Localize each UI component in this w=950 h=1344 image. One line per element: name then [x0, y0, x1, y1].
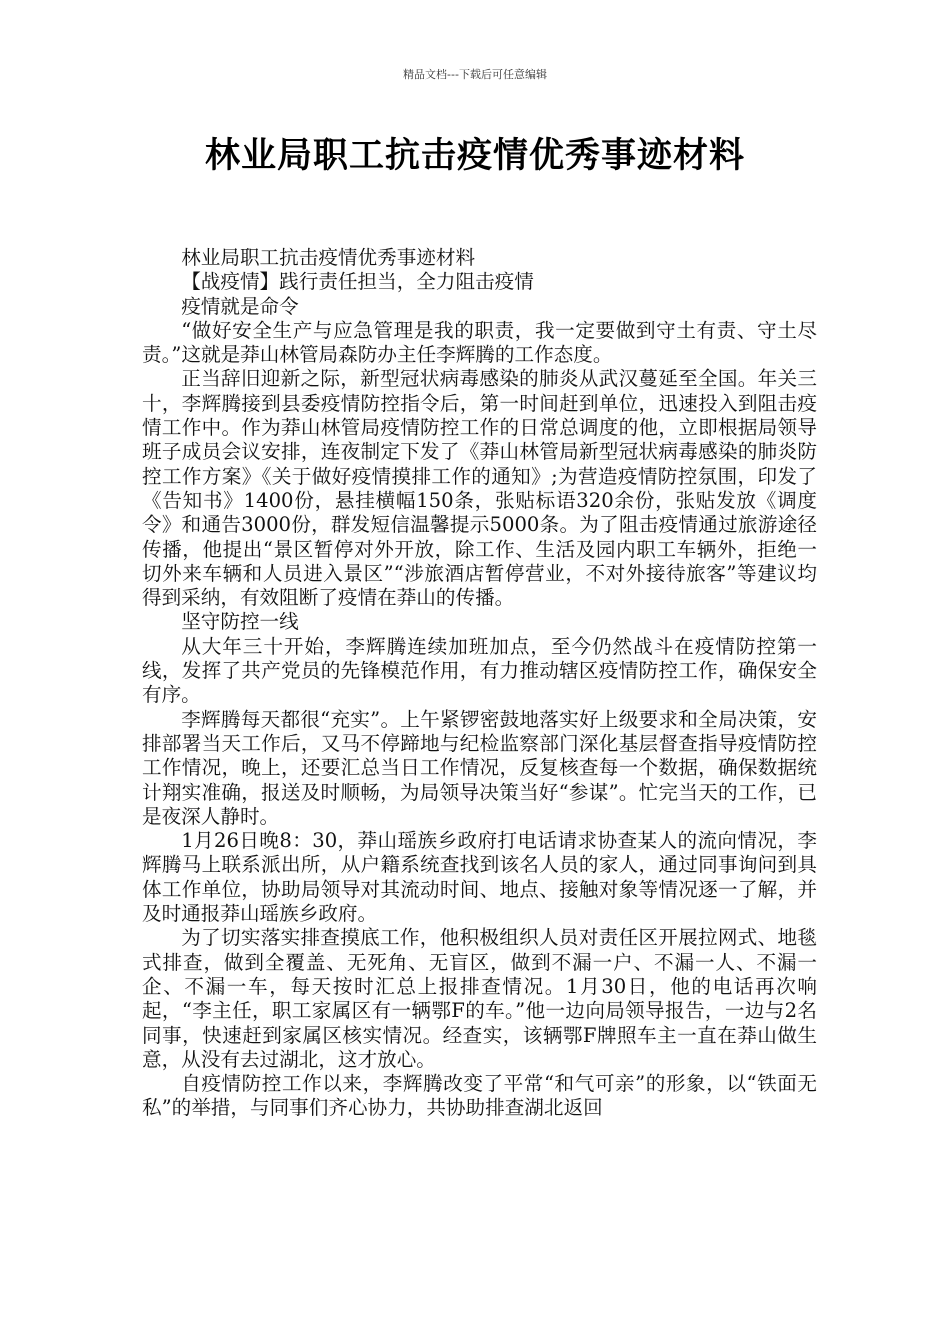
page-header: 精品文档---下载后可任意编辑 [403, 68, 547, 81]
section-heading: 坚守防控一线 [181, 610, 299, 634]
body-subheading: 【战疫情】践行责任担当，全力阻击疫情 [181, 270, 534, 294]
section-heading: 疫情就是命令 [181, 294, 299, 318]
body-paragraph: 从大年三十开始，李辉腾连续加班加点，至今仍然战斗在疫情防控第一线，发挥了共产党员的先锋模范作用，有力推动辖区疫情防控工作，确保安全有序。 [142, 634, 817, 707]
body-paragraph: 为了切实落实排查摸底工作，他积极组织人员对责任区开展拉网式、地毯式排查，做到全覆盖、无死角、无盲区，做到不漏一户、不漏一人、不漏一企、不漏一车，每天按时汇总上报排查情况。1月30日，他的电话再次响起，“李主任，职工家属区有一辆鄂F的车。”他一边向局领导报告，一边与2名同事，快速赶到家属区核实情况。经查实，该辆鄂F牌照车主一直在莽山做生意，从没有去过湖北，这才放心。 [142, 926, 817, 1071]
body-paragraph: 自疫情防控工作以来，李辉腾改变了平常“和气可亲”的形象，以“铁面无私”的举措，与同事们齐心协力，共协助排查湖北返回 [142, 1072, 817, 1120]
body-paragraph: 1月26日晚8：30，莽山瑶族乡政府打电话请求协查某人的流向情况，李辉腾马上联系派出所，从户籍系统查找到该名人员的家人，通过同事询问到具体工作单位，协助局领导对其流动时间、地点、接触对象等情况逐一了解，并及时通报莽山瑶族乡政府。 [142, 829, 817, 926]
body-paragraph: 李辉腾每天都很“充实”。上午紧锣密鼓地落实好上级要求和全局决策，安排部署当天工作后，又马不停蹄地与纪检监察部门深化基层督查指导疫情防控工作情况，晚上，还要汇总当日工作情况，反复核查每一个数据，确保数据统计翔实准确，报送及时顺畅，为局领导决策当好“参谋”。忙完当天的工作，已是夜深人静时。 [142, 707, 817, 828]
document-title: 林业局职工抗击疫情优秀事迹材料 [204, 136, 745, 176]
document-body [142, 246, 817, 1121]
body-paragraph: 正当辞旧迎新之际，新型冠状病毒感染的肺炎从武汉蔓延至全国。年关三十，李辉腾接到县委疫情防控指令后，第一时间赶到单位，迅速投入到阻击疫情工作中。作为莽山林管局疫情防控工作的日常总调度的他，立即根据局领导班子成员会议安排，连夜制定下发了《莽山林管局新型冠状病毒感染的肺炎防控工作方案》《关于做好疫情摸排工作的通知》;为营造疫情防控氛围，印发了《告知书》1400份，悬挂横幅150条，张贴标语320余份，张贴发放《调度令》和通告3000份，群发短信温馨提示5000条。为了阻击疫情通过旅游途径传播，他提出“景区暂停对外开放，除工作、生活及园内职工车辆外，拒绝一切外来车辆和人员进入景区”“涉旅酒店暂停营业，不对外接待旅客”等建议均得到采纳，有效阻断了疫情在莽山的传播。 [142, 367, 817, 610]
body-paragraph: “做好安全生产与应急管理是我的职责，我一定要做到守土有责、守土尽责。”这就是莽山林管局森防办主任李辉腾的工作态度。 [142, 318, 817, 367]
body-heading: 林业局职工抗击疫情优秀事迹材料 [181, 246, 476, 269]
